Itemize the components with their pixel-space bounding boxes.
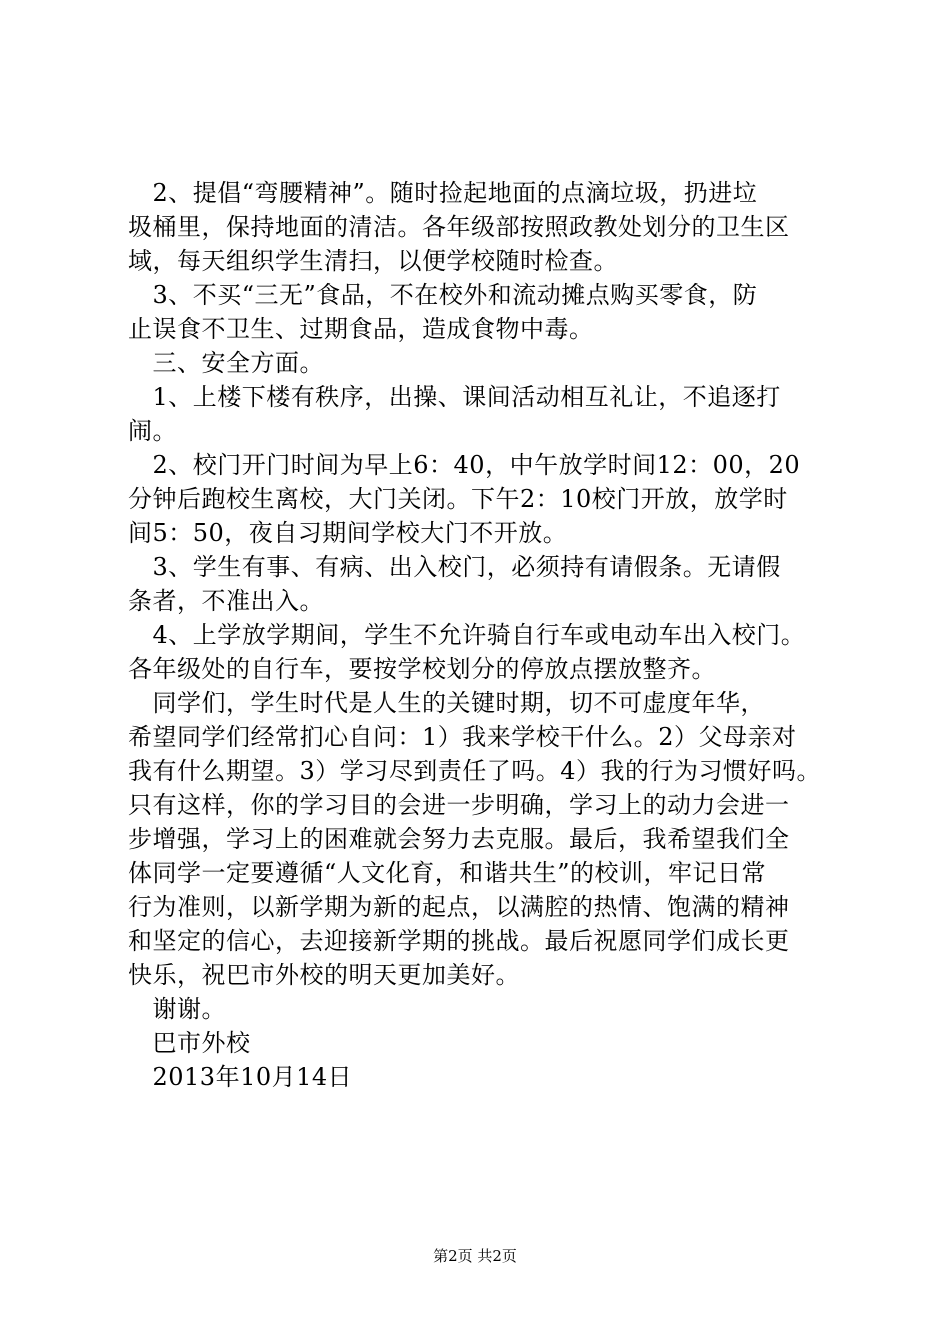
text-line: 各年级处的自行车，要按学校划分的停放点摆放整齐。 — [128, 655, 716, 683]
text-line: 和坚定的信心，去迎接新学期的挑战。最后祝愿同学们成长更 — [128, 927, 790, 955]
text-line: 1、上楼下楼有秩序，出操、课间活动相互礼让，不追逐打 — [128, 383, 781, 411]
text-line: 快乐，祝巴市外校的明天更加美好。 — [128, 961, 520, 989]
text-line: 间5：50，夜自习期间学校大门不开放。 — [128, 519, 568, 547]
text-line: 只有这样，你的学习目的会进一步明确，学习上的动力会进一 — [128, 791, 790, 819]
text-line: 闹。 — [128, 417, 177, 445]
text-line: 条者，不准出入。 — [128, 587, 324, 615]
text-line: 希望同学们经常扪心自问：1）我来学校干什么。2）父母亲对 — [128, 723, 797, 751]
text-line: 步增强，学习上的困难就会努力去克服。最后，我希望我们全 — [128, 825, 790, 853]
text-line: 2、校门开门时间为早上6：40，中午放学时间12：00，20 — [128, 451, 801, 479]
text-line: 体同学一定要遵循“人文化育，和谐共生”的校训，牢记日常 — [128, 859, 767, 887]
signature-date: 2013年10月14日 — [128, 1063, 353, 1091]
text-line: 2、提倡“弯腰精神”。随时捡起地面的点滴垃圾，扔进垃 — [128, 179, 758, 207]
text-line: 3、不买“三无”食品，不在校外和流动摊点购买零食，防 — [128, 281, 758, 309]
page-footer: 第2页 共2页 — [433, 1247, 517, 1265]
section-heading: 三、安全方面。 — [128, 349, 324, 377]
text-line: 圾桶里，保持地面的清洁。各年级部按照政教处划分的卫生区 — [128, 213, 790, 241]
text-line: 分钟后跑校生离校，大门关闭。下午2：10校门开放，放学时 — [128, 485, 788, 513]
text-line: 我有什么期望。3）学习尽到责任了吗。4）我的行为习惯好吗。 — [128, 757, 822, 785]
signature-organization: 巴市外校 — [128, 1029, 251, 1057]
text-line: 行为准则，以新学期为新的起点，以满腔的热情、饱满的精神 — [128, 893, 790, 921]
text-line: 同学们，学生时代是人生的关键时期，切不可虚度年华， — [128, 689, 765, 717]
text-line: 域，每天组织学生清扫，以便学校随时检查。 — [128, 247, 618, 275]
closing-thanks: 谢谢。 — [128, 995, 226, 1023]
text-line: 4、上学放学期间，学生不允许骑自行车或电动车出入校门。 — [128, 621, 806, 649]
text-line: 止误食不卫生、过期食品，造成食物中毒。 — [128, 315, 594, 343]
text-line: 3、学生有事、有病、出入校门，必须持有请假条。无请假 — [128, 553, 781, 581]
